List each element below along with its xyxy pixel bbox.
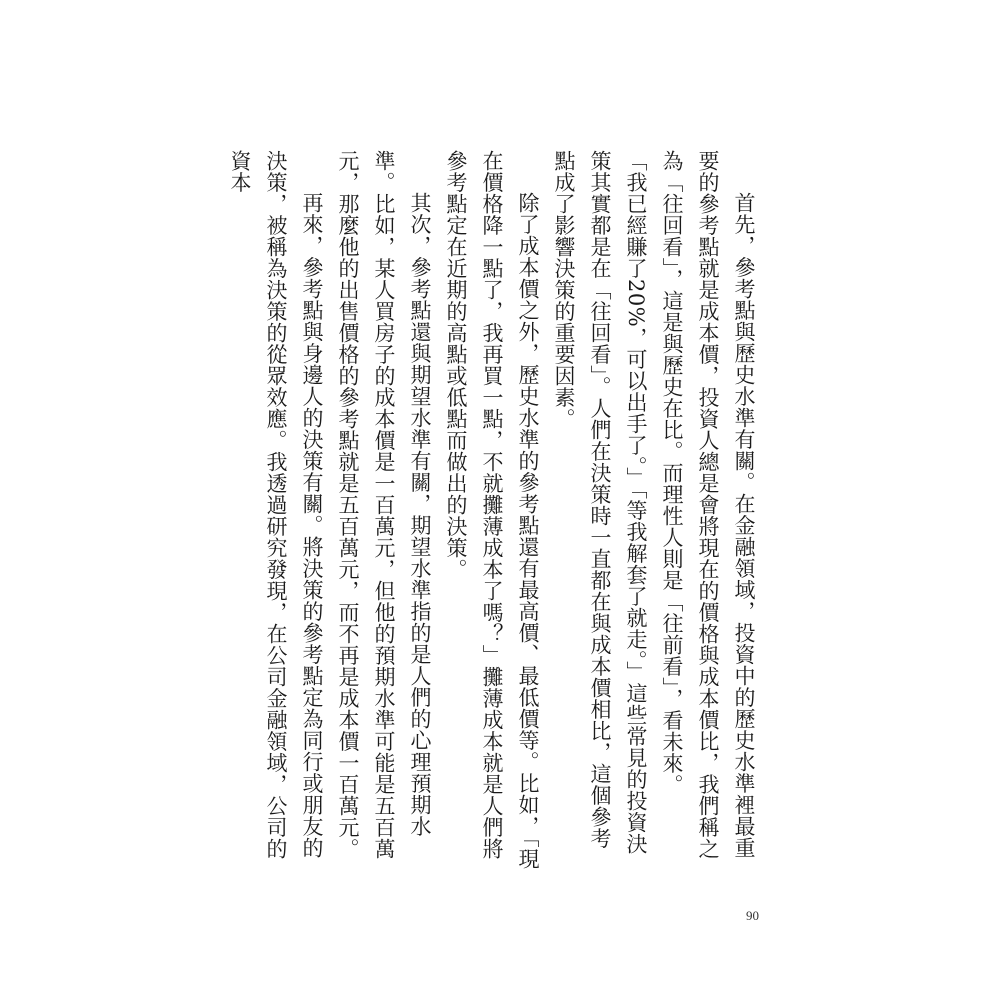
paragraph-highest-lowest-price: 除了成本價之外，歷史水準的參考點還有最高價、最低價等。比如，「現在價格降一點了，我再買一點，不就攤薄成本了嗎？」攤薄成本就是人們將參考點定在近期的高點或低點而做出的決策。 [444, 150, 540, 870]
paragraph-expectation-level: 其次，參考點還與期望水準有關，期望水準指的是人們的心理預期水準。比如，某人買房子的成本價是一百萬元，但他的預期水準可能是五百萬元，那麼他的出售價格的參考點就是五百萬元，而不再是成本價一百萬元。 [336, 150, 432, 860]
paragraph-herd-effect: 再來，參考點與身邊人的決策有關。將決策的參考點定為同行或朋友的決策，被稱為決策的從眾效應。我透過研究發現，在公司金融領域，公司的資本 [228, 150, 324, 860]
paragraph-quoted-investor-phrases: 「我已經賺了20%，可以出手了。」「等我解套了就走。」這些常見的投資決策其實都是在「往回看」。人們在決策時一直都在與成本價相比，這個參考點成了影響決策的重要因素。 [552, 150, 648, 855]
vertical-text-body [222, 150, 762, 870]
paragraph-reference-point-history: 首先，參考點與歷史水準有關。在金融領域，投資中的歷史水準裡最重要的參考點就是成本價，投資人總是會將現在的價格與成本價比，我們稱之為「往回看」，這是與歷史在比。而理性人則是「往前看」，看未來。 [660, 150, 756, 860]
page-number: 90 [746, 908, 759, 923]
